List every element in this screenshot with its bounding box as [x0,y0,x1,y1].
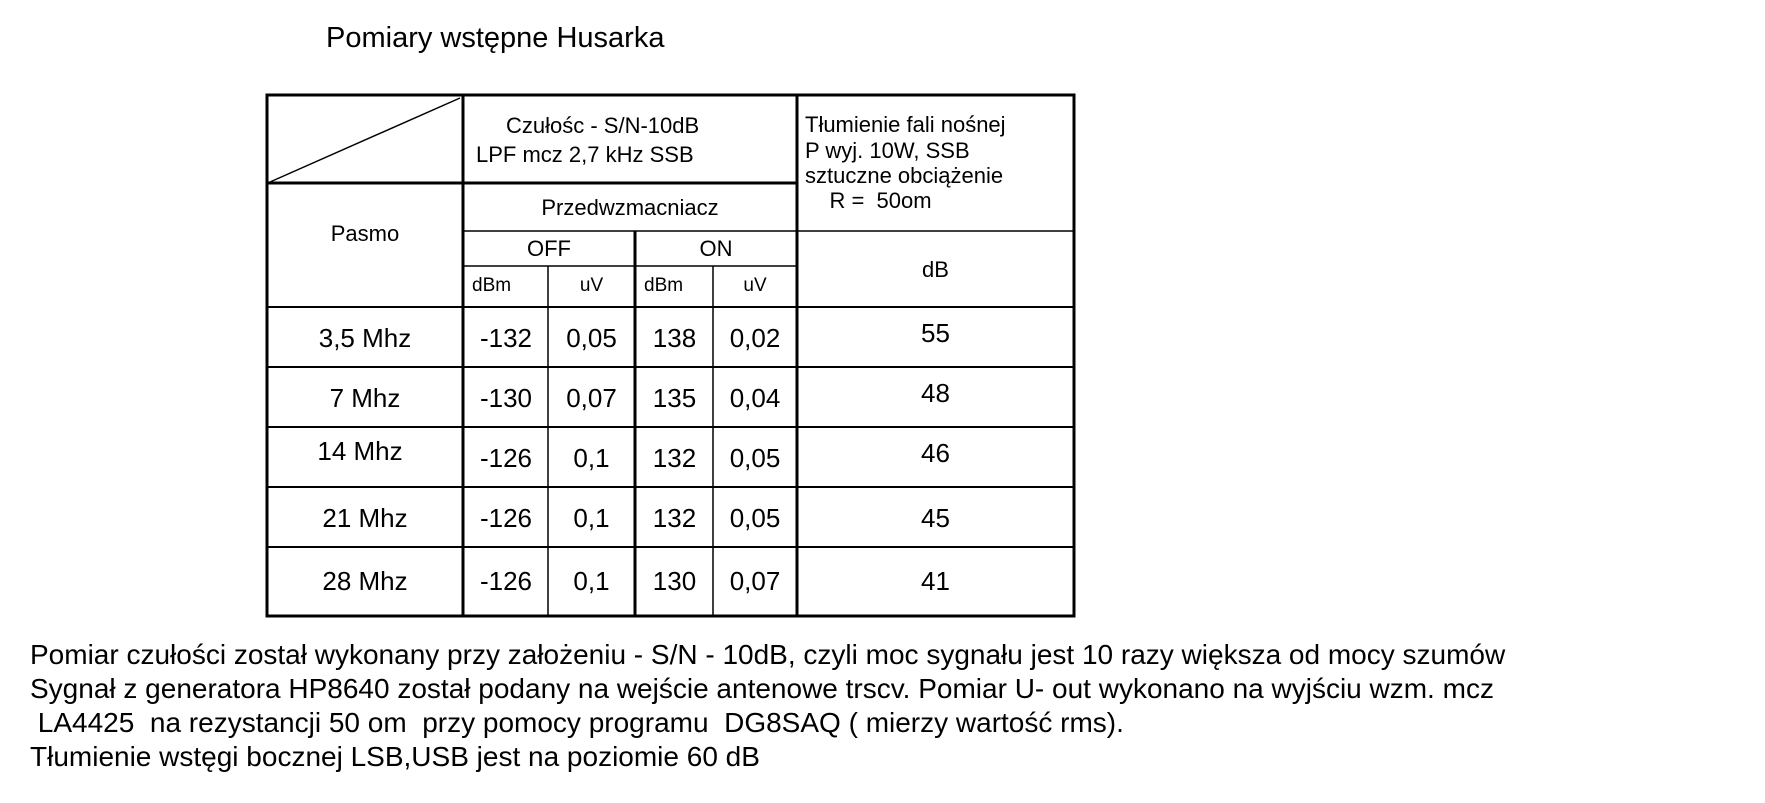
sensitivity-header-line1: Czułośc - S/N-10dB [506,112,700,138]
on-dbm-header: dBm [644,275,684,297]
band-cell: 28 Mhz [322,566,408,597]
carrier-header-line: sztuczne obciążenie [805,163,1004,188]
note-line: Pomiar czułości został wykonany przy założeniu - S/N - 10dB, czyli moc sygnału jest 10 razy większa od mocy szumów [30,639,1506,670]
off-uv-cell: 0,05 [566,323,617,354]
db-cell: 41 [921,566,950,597]
on-header: ON [699,236,733,262]
note-line: Sygnał z generatora HP8640 został podany na wejście antenowe trscv. Pomiar U- out wykonano na wyjściu wzm. mcz [30,673,1494,704]
on-dbm-cell: 130 [652,566,697,597]
off-uv-header: uV [579,275,604,297]
band-cell: 7 Mhz [329,383,401,414]
on-uv-cell: 0,02 [729,323,781,354]
off-dbm-cell: -126 [479,443,533,474]
on-uv-cell: 0,04 [729,383,781,414]
db-cell: 55 [921,318,950,349]
carrier-header-line: R = 50om [805,188,932,214]
off-uv-cell: 0,07 [566,383,617,414]
carrier-header-line: Tłumienie fali nośnej [805,112,1006,138]
off-dbm-cell: -130 [479,383,533,414]
carrier-header [805,98,1071,228]
on-dbm-cell: 132 [652,443,697,474]
measurement-notes [30,638,1505,774]
off-dbm-cell: -132 [479,323,533,354]
preamp-header: Przedwzmacniacz [541,195,719,221]
off-dbm-cell: -126 [479,503,533,534]
on-dbm-cell: 138 [652,323,697,354]
off-dbm-header: dBm [472,275,512,297]
on-uv-header: uV [743,275,767,297]
db-cell: 48 [921,378,950,409]
sensitivity-header-line2: LPF mcz 2,7 kHz SSB [476,142,694,167]
db-header: dB [922,257,949,283]
on-uv-cell: 0,05 [729,503,781,534]
off-dbm-cell: -126 [479,566,533,597]
page-title: Pomiary wstępne Husarka [326,22,665,54]
on-dbm-cell: 135 [652,383,697,414]
off-uv-cell: 0,1 [573,566,610,597]
band-header: Pasmo [330,221,400,247]
on-dbm-cell: 132 [652,503,697,534]
carrier-header-line: P wyj. 10W, SSB [805,137,970,163]
off-header: OFF [527,236,571,262]
on-uv-cell: 0,05 [729,443,781,474]
note-line: Tłumienie wstęgi bocznej LSB,USB jest na poziomie 60 dB [30,741,760,772]
off-uv-cell: 0,1 [573,503,610,534]
note-line: LA4425 na rezystancji 50 om przy pomocy programu DG8SAQ ( mierzy wartość rms). [30,707,1124,738]
band-cell: 3,5 Mhz [318,323,412,354]
on-uv-cell: 0,07 [729,566,781,597]
off-uv-cell: 0,1 [573,443,610,474]
band-cell: 21 Mhz [322,503,408,534]
db-cell: 45 [921,503,950,534]
sensitivity-header [470,100,790,180]
db-cell: 46 [921,438,950,469]
band-cell: 14 Mhz [317,436,403,467]
